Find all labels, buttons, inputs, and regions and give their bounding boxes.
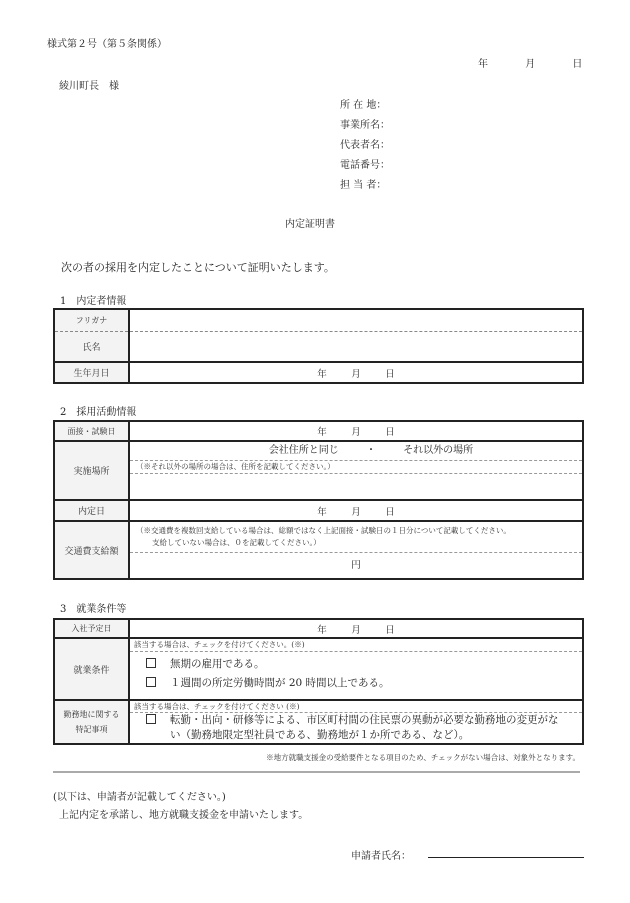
workplace-row: [54, 700, 583, 744]
offer-year: 年: [317, 506, 327, 518]
venue-option-other[interactable]: それ以外の場所: [403, 445, 474, 456]
furigana-row: [54, 309, 583, 331]
furigana-input[interactable]: [129, 309, 583, 331]
interview-date-row: [54, 421, 583, 441]
start-date-label: 入社予定日: [54, 619, 129, 638]
conditions-checklist: [130, 651, 582, 693]
company-address-field[interactable]: [340, 96, 390, 116]
interview-day: 日: [385, 427, 395, 438]
conditions-row: [54, 638, 583, 700]
workplace-label-line2: 特記事項: [75, 725, 108, 734]
furigana-label: フリガナ: [54, 309, 129, 331]
offer-date-label: 内定日: [54, 500, 129, 521]
signature-input[interactable]: [428, 857, 584, 858]
checkbox-indefinite-employment-label: 無期の雇用である。: [170, 658, 265, 670]
venue-option-company-address[interactable]: 会社住所と同じ: [268, 445, 339, 456]
venue-option-separator: ・: [366, 445, 376, 456]
employment-conditions-table: [53, 618, 584, 745]
venue-label: 実施場所: [54, 441, 129, 500]
checkbox-no-relocation[interactable]: [130, 712, 582, 743]
start-month: 月: [351, 624, 361, 636]
checkbox-indefinite-employment[interactable]: [130, 655, 582, 674]
section3-heading: 3 就業条件等: [60, 604, 127, 615]
checkbox-20-hours[interactable]: [130, 674, 582, 693]
interview-date-label: 面接・試験日: [54, 421, 129, 441]
birthdate-input[interactable]: [129, 362, 583, 383]
interview-date-input[interactable]: [129, 421, 583, 441]
birthdate-label: 生年月日: [54, 362, 129, 383]
address-label: 所 在 地：: [340, 100, 387, 111]
venue-note: （※それ以外の場所の場合は、住所を記載してください。）: [130, 460, 582, 473]
birthdate-row: [54, 362, 583, 383]
issue-date[interactable]: [478, 55, 582, 70]
workplace-instruction: 該当する場合は、チェックを付けてください (※): [134, 702, 300, 711]
company-name-field[interactable]: [340, 116, 390, 136]
birth-day: 日: [385, 368, 395, 380]
offer-day: 日: [385, 506, 395, 518]
offer-date-row: [54, 500, 583, 521]
applicant-statement: 上記内定を承諾し、地方就職支援金を申請いたします。: [59, 810, 309, 821]
transport-note-line2: 支給していない場合は、０を記載してください。）: [152, 538, 321, 547]
signature-label: 申請者氏名：: [351, 851, 411, 862]
addressee: 綾川町長 様: [59, 81, 119, 92]
intro-text: 次の者の採用を内定したことについて証明いたします。: [61, 261, 335, 274]
venue-row: [54, 441, 583, 500]
footnote: ※地方就職支援金の受給要件となる項目のため、チェックがない場合は、対象外となります。: [266, 753, 580, 762]
applicant-instruction: (以下は、申請者が記載してください。): [53, 792, 226, 803]
checkbox-icon[interactable]: [146, 677, 156, 687]
checkbox-no-relocation-line1: 転勤・出向・研修等による、市区町村間の住民票の異動が必要な勤務地の変更がな: [170, 714, 559, 726]
offer-month: 月: [351, 506, 361, 518]
conditions-instruction: 該当する場合は、チェックを付けてください。(※): [134, 640, 305, 649]
checkbox-no-relocation-line2: い（勤務地限定型社員である、勤務地が１か所である、など）。: [170, 729, 470, 741]
checkbox-20-hours-label: １週間の所定労働時間が 20 時間以上である。: [170, 677, 390, 689]
name-label: 氏名: [54, 331, 129, 362]
issue-year-label: 年: [478, 59, 488, 70]
name-input[interactable]: [129, 331, 583, 362]
company-fields: [340, 96, 390, 196]
section2-heading: 2 採用活動情報: [60, 407, 137, 418]
conditions-label: 就業条件: [54, 638, 129, 700]
venue-address-input[interactable]: [130, 473, 582, 499]
conditions-cell: [129, 638, 583, 700]
interview-year: 年: [317, 427, 327, 438]
workplace-label-line1: 勤務地に関する: [63, 710, 120, 719]
contact-person-field[interactable]: [340, 176, 390, 196]
workplace-label: [54, 700, 129, 744]
checkbox-icon[interactable]: [146, 714, 156, 724]
section1-heading: 1 内定者情報: [60, 296, 127, 307]
venue-cell: [129, 441, 583, 500]
transport-note: [130, 522, 582, 549]
representative-label: 代表者名：: [340, 140, 390, 151]
birth-month: 月: [351, 368, 361, 380]
transport-row: [54, 521, 583, 579]
start-date-input[interactable]: [129, 619, 583, 638]
section-divider: [53, 771, 580, 773]
transport-cell: [129, 521, 583, 579]
issue-day-label: 日: [572, 59, 583, 70]
contact-person-label: 担 当 者：: [340, 180, 387, 191]
start-day: 日: [385, 624, 395, 636]
phone-field[interactable]: [340, 156, 390, 176]
venue-options: [160, 442, 582, 460]
phone-label: 電話番号：: [340, 160, 390, 171]
workplace-cell: [129, 700, 583, 744]
transport-label: 交通費支給額: [54, 521, 129, 579]
recruitment-info-table: [53, 420, 584, 580]
offer-date-input[interactable]: [129, 500, 583, 521]
representative-field[interactable]: [340, 136, 390, 156]
issue-month-label: 月: [525, 59, 536, 70]
candidate-info-table: [53, 308, 584, 384]
transport-amount-input[interactable]: [130, 552, 582, 578]
document-title: 内定証明書: [285, 219, 335, 230]
company-name-label: 事業所名：: [340, 120, 390, 131]
name-row: [54, 331, 583, 362]
birth-year: 年: [317, 368, 327, 380]
form-number: 様式第２号（第５条関係）: [47, 39, 167, 50]
interview-month: 月: [351, 427, 361, 438]
start-year: 年: [317, 624, 327, 636]
start-date-row: [54, 619, 583, 638]
transport-note-line1: （※交通費を複数回支給している場合は、総額ではなく上記面接・試験日の１日分について記載してください。: [136, 526, 511, 535]
yen-unit: 円: [351, 560, 361, 571]
checkbox-icon[interactable]: [146, 658, 156, 668]
